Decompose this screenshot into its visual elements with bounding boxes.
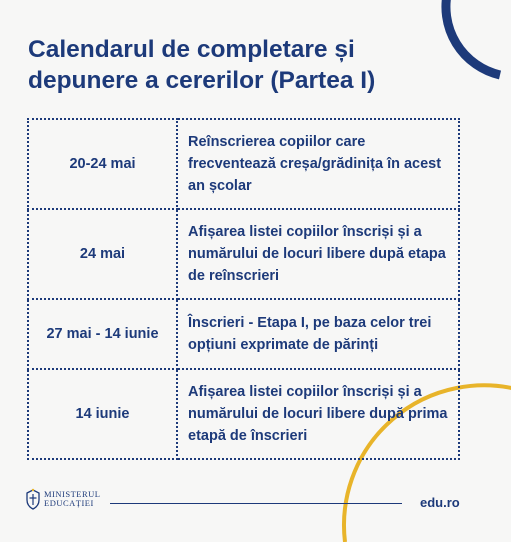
row-date: 20-24 mai [28,119,177,209]
coat-of-arms-icon [24,488,42,510]
row-date: 24 mai [28,209,177,299]
table-row [28,209,459,299]
table-row [28,299,459,369]
navy-arc [446,0,500,75]
ministry-line1: MINISTERUL [44,489,101,499]
footer-divider [110,503,402,504]
website-link[interactable]: edu.ro [420,495,460,510]
row-description: Afișarea listei copiilor înscriși și a numărului de locuri libere după etapa de reînscrieri [177,209,459,299]
page-title: Calendarul de completare și depunere a cererilor (Partea I) [28,36,376,94]
table-row [28,369,459,459]
table-row [28,119,459,209]
row-description: Reînscrierea copiilor care frecventează creșa/grădinița în acest an școlar [177,119,459,209]
row-date: 14 iunie [28,369,177,459]
ministry-line2: EDUCAȚIEI [44,498,94,508]
row-description: Afișarea listei copiilor înscriși și a numărului de locuri libere după prima etapă de înscrieri [177,369,459,459]
calendar-table [27,118,460,460]
row-description: Înscrieri - Etapa I, pe baza celor trei opțiuni exprimate de părinți [177,299,459,369]
ministry-logo-text [44,490,100,508]
row-date: 27 mai - 14 iunie [28,299,177,369]
